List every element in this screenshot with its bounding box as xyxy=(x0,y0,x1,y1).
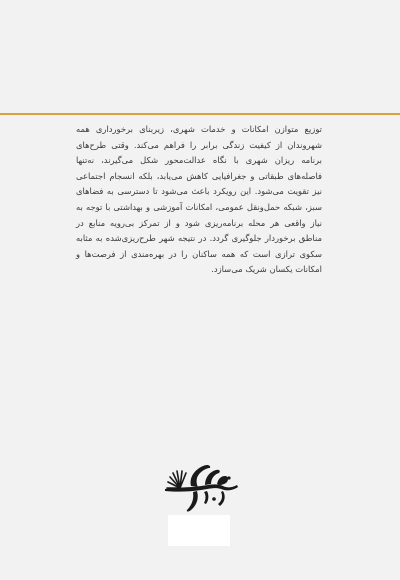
barcode-placeholder xyxy=(168,515,230,546)
back-cover-blurb: توزیع متوازن امکانات و خدمات شهری، زیربنای برخورداری همه شهروندان از کیفیت زندگی برابر را فراهم می‌کند. وقتی طرح‌های برنامه ریزان شهری با نگاه عدالت‌محور شکل می‌گیرند، نه‌تنها فاصله‌های طبقاتی و جغرافیایی کاهش می‌یابد، بلکه انسجام اجتماعی نیز تقویت می‌شود. این رویکرد باعث می‌شود تا دسترسی به فضاهای سبز، شبکه حمل‌ونقل عمومی، امکانات آموزشی و بهداشتی با توجه به نیاز واقعی هر محله برنامه‌ریزی شود و از تمرکز بی‌رویه منابع در مناطق برخوردار جلوگیری گردد. در نتیجه شهر طرح‌ریزی‌شده به مثابه سکوی ترازی است که همه ساکنان را در بهره‌مندی از فرصت‌ها و امکانات یکسان شریک می‌سازد. xyxy=(76,124,322,275)
publisher-logo-icon xyxy=(161,458,241,516)
top-divider-line xyxy=(0,113,400,115)
sunburst-icon xyxy=(167,471,186,488)
